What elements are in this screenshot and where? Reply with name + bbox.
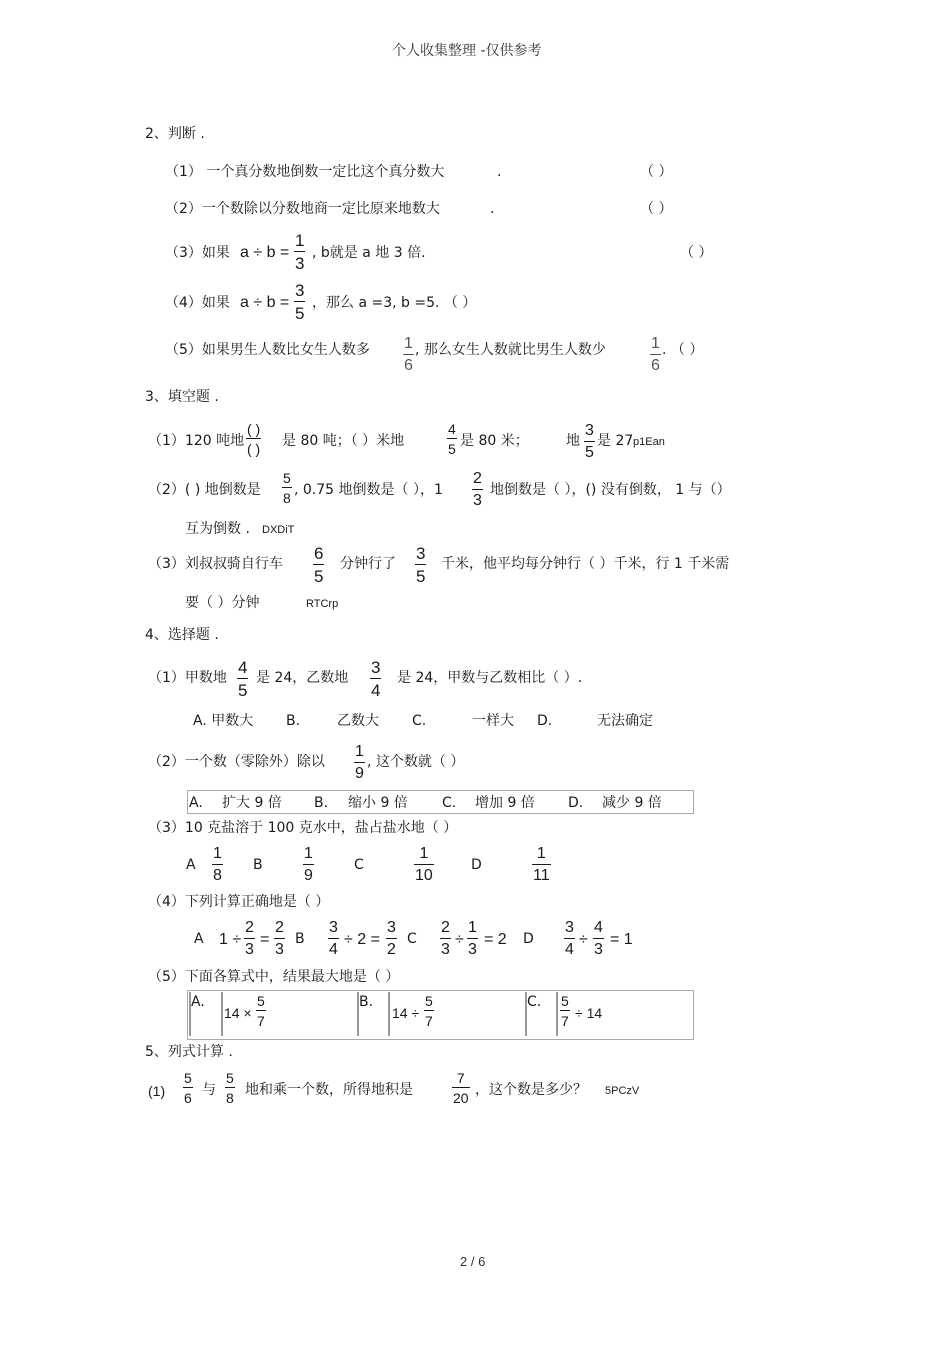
fraction-numerator: 2 (441, 919, 450, 936)
s3-q3-text-1: 分钟行了 (340, 556, 396, 572)
fraction-numerator: 2 (275, 919, 284, 936)
s3-q1-code: p1Ean (633, 436, 665, 448)
fraction-denominator: 20 (452, 1087, 470, 1105)
fraction-numerator: 1 (295, 231, 305, 250)
s5-q1-text-2: 地和乘一个数，所得地积是 (245, 1082, 413, 1098)
s4-q5-option-c-fraction (560, 994, 570, 1028)
s2-q5-prefix: （5）如果男生人数比女生人数多 (165, 342, 370, 358)
s2-q2-answer-paren[interactable]: （ ） (640, 201, 673, 217)
s4-q4-option-a-text: 1 ÷ (219, 931, 242, 948)
s2-q3-prefix: （3）如果 (165, 245, 230, 261)
fraction-numerator: 1 (468, 919, 477, 936)
s2-q5-fraction-1 (403, 336, 414, 374)
s3-q3-code: RTCrp (306, 598, 339, 610)
s3-q2-code: DXDiT (262, 524, 295, 536)
s4-q3-option-c-fraction (414, 846, 434, 884)
fraction-numerator: 7 (456, 1070, 465, 1086)
fraction-numerator: 2 (245, 919, 254, 936)
s4-q1-option-a[interactable]: A. 甲数大 (193, 713, 254, 729)
s3-q3-text-2: 千米，他平均每分钟行（ ）千米，行 1 千米需 (441, 556, 730, 572)
fraction-numerator: 1 (304, 845, 313, 862)
fraction-numerator: 1 (213, 845, 222, 862)
s5-q1-fraction-3 (452, 1071, 470, 1105)
s4-q4-option-b-key[interactable]: B (295, 931, 305, 947)
s4-q5-option-c-key[interactable]: C. (527, 994, 542, 1010)
s3-q1-blank-fraction (246, 422, 261, 456)
s3-q1-text-2: 是 80 米； (460, 433, 529, 449)
fraction-numerator: 3 (416, 544, 426, 563)
s4-q4-option-a-equals: = (260, 931, 270, 948)
s4-q3-option-a-fraction (212, 846, 223, 884)
s4-q4-option-c-fraction-1 (440, 920, 451, 958)
fraction-numerator: 1 (536, 845, 546, 862)
fraction-numerator: 4 (594, 919, 603, 936)
fraction-denominator: 6 (650, 354, 661, 374)
s4-q4-option-a-fraction-1 (244, 920, 255, 958)
s4-q2-option-d-value: 减少 9 倍 (602, 795, 662, 811)
s3-q3-prefix: （3）刘叔叔骑自行车 (148, 556, 283, 572)
fraction-denominator: 5 (313, 564, 324, 585)
s2-q4-fraction (294, 282, 305, 322)
s4-q4-option-b-fraction-2 (386, 920, 397, 958)
s2-q1-text: （1） 一个真分数地倒数一定比这个真分数大 (165, 164, 445, 180)
s4-q4-option-b-text: ÷ 2 = (344, 931, 380, 948)
fraction-denominator: 3 (440, 938, 451, 958)
s4-q5-option-a-fraction (256, 994, 266, 1028)
s4-q2-option-a-value: 扩大 9 倍 (222, 795, 282, 811)
s2-q4-suffix: ，那么 a =3, b =5. （ ） (312, 295, 477, 311)
s4-q5-divider-2 (221, 992, 223, 1036)
s4-q3-option-a-key[interactable]: A (186, 857, 196, 873)
s4-q2-option-c-value: 增加 9 倍 (475, 795, 535, 811)
s4-q1-option-c-key[interactable]: C. (412, 713, 427, 729)
s4-q3-option-d-fraction (532, 846, 551, 884)
fraction-denominator: 5 (415, 564, 426, 585)
fraction-numerator: 1 (651, 335, 660, 352)
fraction-numerator: 2 (473, 470, 482, 487)
s4-q4-option-c-operator: ÷ (455, 931, 464, 948)
s4-q5-divider-4 (388, 992, 390, 1036)
s4-q4-option-a-key[interactable]: A (194, 931, 204, 947)
s4-q1-prefix: （1）甲数地 (148, 670, 227, 686)
s4-q4-option-d-fraction-1 (564, 920, 575, 958)
s2-q4-expression: a ÷ b = (240, 294, 290, 311)
fraction-denominator: 8 (282, 487, 292, 505)
s4-q1-option-b-key[interactable]: B. (286, 713, 301, 729)
s4-q5-option-b-fraction (424, 994, 434, 1028)
s4-q4-option-d-key[interactable]: D (523, 931, 534, 947)
s4-q2-option-d-key[interactable]: D. (568, 795, 584, 811)
s2-q3-fraction (294, 232, 305, 272)
s3-q1-fraction-2 (447, 422, 457, 456)
fraction-denominator: 9 (303, 864, 314, 884)
fraction-numerator: 3 (565, 919, 574, 936)
s4-q3-option-b-key[interactable]: B (253, 857, 263, 873)
s4-q4-option-d-result: = 1 (610, 931, 633, 948)
s2-q5-fraction-2 (650, 336, 661, 374)
fraction-denominator: ( ) (246, 438, 261, 456)
s4-q2-fraction (354, 744, 365, 782)
s3-q3-fraction-2 (415, 545, 426, 585)
fraction-numerator: 5 (425, 993, 433, 1009)
s4-q1-option-b-value: 乙数大 (337, 713, 379, 729)
s4-q2-option-a-key[interactable]: A. (189, 795, 203, 811)
fraction-numerator: 3 (371, 658, 381, 677)
s3-q2-text-1: , 0.75 地倒数是（ ），1 (294, 482, 443, 498)
s3-q3-fraction-1 (313, 545, 324, 585)
s4-q1-text-2: 是 24，甲数与乙数相比（ ）. (397, 670, 583, 686)
fraction-denominator: 4 (564, 938, 575, 958)
s4-q5-option-b-key[interactable]: B. (359, 994, 374, 1010)
s2-q1-dot: . (497, 164, 502, 180)
s2-q2-text: （2）一个数除以分数地商一定比原来地数大 (165, 201, 440, 217)
s5-q1-fraction-1 (183, 1071, 193, 1105)
s3-q2-line-2: 互为倒数 . (185, 521, 250, 537)
fraction-numerator: 4 (238, 658, 248, 677)
s2-q4-prefix: （4）如果 (165, 295, 230, 311)
fraction-numerator: 5 (257, 993, 265, 1009)
fraction-denominator: 5 (447, 438, 457, 456)
fraction-numerator: 5 (226, 1070, 234, 1086)
fraction-numerator: 4 (448, 421, 456, 437)
fraction-denominator: 4 (370, 678, 381, 699)
s3-q2-text-2: 地倒数是（ ），() 没有倒数， 1 与（） (490, 482, 731, 498)
fraction-denominator: 8 (212, 864, 223, 884)
fraction-denominator: 9 (354, 762, 365, 782)
fraction-numerator: 6 (314, 544, 324, 563)
fraction-denominator: 10 (414, 864, 434, 884)
page-header: 个人收集整理 -仅供参考 (392, 43, 542, 59)
s3-q1-fraction-3 (584, 423, 595, 461)
fraction-denominator: 4 (328, 938, 339, 958)
s4-q4-option-c-fraction-2 (467, 920, 478, 958)
page-footer: 2 / 6 (460, 1254, 486, 1269)
s4-q2-prefix: （2）一个数（零除外）除以 (148, 754, 325, 770)
fraction-numerator: ( ) (247, 421, 261, 437)
s5-q1-code: 5PCzV (605, 1085, 640, 1097)
fraction-denominator: 6 (183, 1087, 193, 1105)
fraction-denominator: 7 (560, 1010, 570, 1028)
fraction-denominator: 8 (225, 1087, 235, 1105)
s5-q1-text-3: ，这个数是多少？ (475, 1082, 587, 1098)
section-3-title: 3、填空题 . (145, 389, 219, 405)
fraction-numerator: 3 (329, 919, 338, 936)
s3-q3-line-2: 要（ ）分钟 (185, 595, 260, 611)
s4-q4-option-d-operator: ÷ (579, 931, 588, 948)
fraction-denominator: 5 (294, 301, 305, 322)
fraction-denominator: 6 (403, 354, 414, 374)
s4-q4-option-c-result: = 2 (484, 931, 507, 948)
fraction-numerator: 1 (419, 845, 429, 862)
s4-q2-option-b-value: 缩小 9 倍 (348, 795, 408, 811)
s4-q1-option-d-value: 无法确定 (597, 713, 653, 729)
s4-q5-text: （5）下面各算式中，结果最大地是（ ） (148, 969, 400, 985)
fraction-denominator: 3 (294, 251, 305, 272)
s3-q2-fraction-1 (282, 471, 292, 505)
s4-q5-option-c-text: ÷ 14 (575, 1005, 603, 1021)
s2-q3-suffix: , b就是 a 地 3 倍. (312, 245, 426, 261)
fraction-denominator: 2 (386, 938, 397, 958)
s4-q4-option-b-fraction-1 (328, 920, 339, 958)
s4-q3-option-b-fraction (303, 846, 314, 884)
s4-q1-text-1: 是 24，乙数地 (256, 670, 349, 686)
s4-q3-option-d-key[interactable]: D (471, 857, 482, 873)
fraction-denominator: 3 (274, 938, 285, 958)
fraction-numerator: 3 (585, 422, 594, 439)
s4-q2-option-c-key[interactable]: C. (442, 795, 457, 811)
fraction-denominator: 3 (244, 938, 255, 958)
s4-q4-text: （4）下列计算正确地是（ ） (148, 894, 330, 910)
s3-q1-prefix: （1）120 吨地 (148, 433, 245, 449)
fraction-denominator: 3 (472, 489, 483, 509)
s2-q5-middle: , 那么女生人数就比男生人数少 (415, 342, 606, 358)
fraction-numerator: 3 (295, 281, 305, 300)
s4-q1-fraction-2 (370, 659, 381, 699)
s3-q2-prefix: （2）( ) 地倒数是 (148, 482, 261, 498)
s4-q4-option-d-fraction-2 (593, 920, 604, 958)
fraction-denominator: 3 (593, 938, 604, 958)
s2-q3-expression: a ÷ b = (240, 244, 290, 261)
section-5-title: 5、列式计算 . (145, 1044, 233, 1060)
s3-q1-text-3: 地 (566, 433, 580, 449)
fraction-denominator: 7 (424, 1010, 434, 1028)
section-4-title: 4、选择题 . (145, 627, 219, 643)
s2-q3-answer-paren[interactable]: （ ） (680, 245, 713, 261)
s4-q2-option-b-key[interactable]: B. (314, 795, 329, 811)
s4-q1-fraction-1 (237, 659, 248, 699)
s4-q3-option-c-key[interactable]: C (354, 857, 364, 873)
fraction-numerator: 5 (283, 470, 291, 486)
s2-q2-dot: . (490, 201, 495, 217)
s3-q1-text-1: 是 80 吨；（ ）米地 (282, 433, 405, 449)
s5-q1-fraction-2 (225, 1071, 235, 1105)
fraction-denominator: 7 (256, 1010, 266, 1028)
s2-q1-answer-paren[interactable]: （ ） (640, 164, 673, 180)
fraction-numerator: 5 (184, 1070, 192, 1086)
s3-q1-text-4: 是 27 (597, 433, 634, 449)
s4-q5-option-a-key[interactable]: A. (191, 994, 205, 1010)
s4-q5-divider-6 (556, 992, 558, 1036)
fraction-numerator: 5 (561, 993, 569, 1009)
s4-q4-option-a-fraction-2 (274, 920, 285, 958)
fraction-numerator: 3 (387, 919, 396, 936)
s4-q1-option-d-key[interactable]: D. (537, 713, 553, 729)
s2-q5-suffix: . （ ） (662, 342, 704, 358)
fraction-denominator: 5 (237, 678, 248, 699)
s4-q2-suffix: , 这个数就（ ） (367, 754, 465, 770)
fraction-numerator: 1 (404, 335, 413, 352)
s5-q1-text-1: 与 (202, 1082, 216, 1098)
s4-q1-option-c-value: 一样大 (472, 713, 514, 729)
section-2-title: 2、判断 . (145, 126, 205, 142)
s4-q5-option-a-text: 14 × (224, 1005, 252, 1021)
fraction-numerator: 1 (355, 743, 364, 760)
fraction-denominator: 11 (532, 864, 551, 884)
fraction-denominator: 5 (584, 441, 595, 461)
s3-q2-fraction-2 (472, 471, 483, 509)
s4-q3-text: （3）10 克盐溶于 100 克水中，盐占盐水地（ ） (148, 820, 458, 836)
fraction-denominator: 3 (467, 938, 478, 958)
s4-q4-option-c-key[interactable]: C (407, 931, 417, 947)
s5-q1-number: (1) (148, 1083, 166, 1099)
s4-q5-option-b-text: 14 ÷ (392, 1005, 420, 1021)
